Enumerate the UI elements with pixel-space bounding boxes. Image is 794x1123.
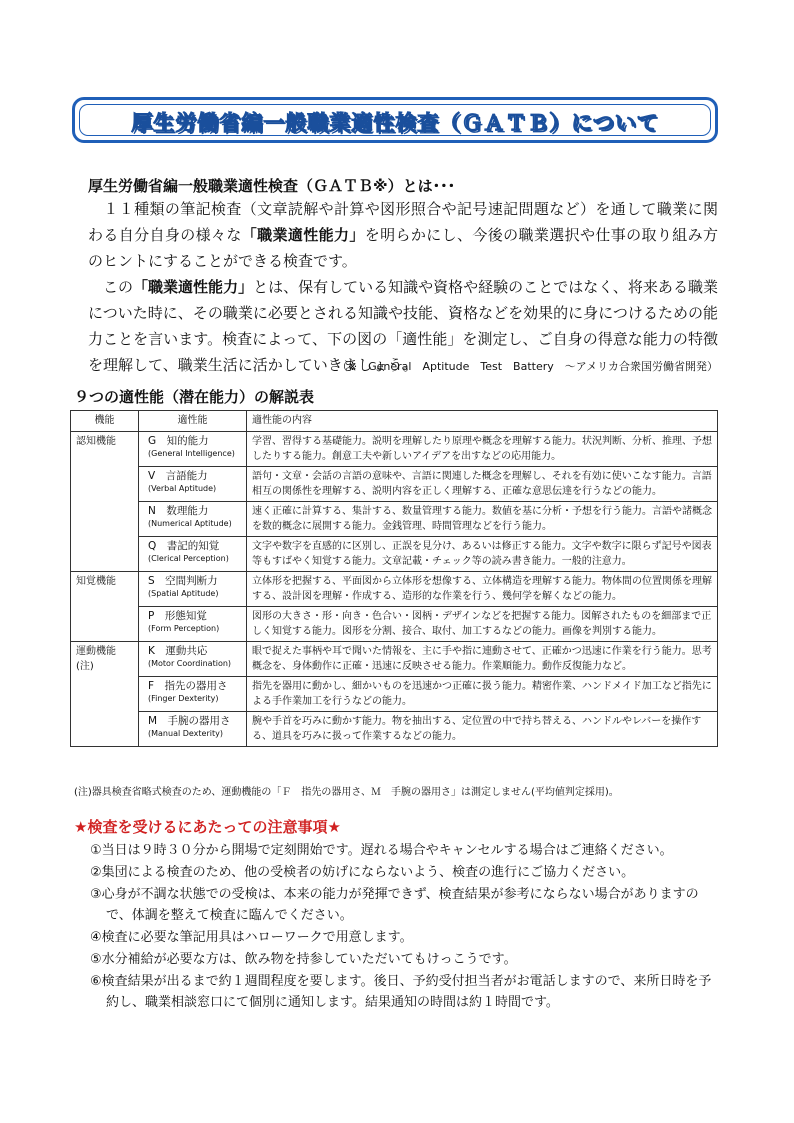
aptitude-name: N 数理能力 (148, 505, 209, 517)
table-row (71, 537, 718, 572)
title-banner (72, 97, 718, 143)
aptitude-description: 指先を器用に動かし、細かいものを迅速かつ正確に扱う能力。精密作業、ハンドメイド加工など指先による手作業加工を行うなどの能力。 (247, 677, 718, 712)
notes-heading: ★検査を受けるにあたっての注意事項★ (74, 818, 341, 836)
aptitude-name: V 言語能力 (148, 470, 208, 482)
header-function: 機能 (71, 411, 139, 432)
aptitude-name: P 形態知覚 (148, 610, 207, 622)
group-label-perceptual (71, 572, 139, 642)
table-row (71, 712, 718, 747)
aptitude-english: (Motor Coordination) (148, 659, 232, 668)
aptitude-description: 速く正確に計算する、集計する、数量管理する能力。数値を基に分析・予想を行う能力。言語や諸概念を数的概念に展開する能力。金銭管理、時間管理などを行う能力。 (247, 502, 718, 537)
aptitude-description: 図形の大きさ・形・向き・色合い・図柄・デザインなどを把握する能力。図解されたものを細部まで正しく知覚する能力。図形を分割、接合、取付、加工するなどの能力。画像を判別する能力。 (247, 607, 718, 642)
aptitude-cell (139, 467, 247, 502)
aptitude-cell (139, 677, 247, 712)
intro-p2-emphasis: 「職業適性能力」 (133, 278, 254, 296)
header-aptitude: 適性能 (139, 411, 247, 432)
aptitude-english: (Numerical Aptitude) (148, 519, 232, 528)
intro-p2-text-a: この (103, 278, 134, 296)
table-body (71, 432, 718, 747)
group-label-motor (71, 642, 139, 747)
aptitude-cell (139, 607, 247, 642)
group-label: 認知機能 (76, 436, 116, 447)
table-row (71, 432, 718, 467)
aptitude-cell (139, 432, 247, 467)
gatb-footnote: （※ General Aptitude Test Battery ～アメリカ合衆国労働省開発） (336, 360, 718, 373)
page-title: 厚生労働省編一般職業適性検査（ＧＡＴＢ）について (131, 111, 659, 135)
aptitude-english: (Verbal Aptitude) (148, 484, 217, 493)
list-item: ⑥検査結果が出るまで約１週間程度を要します。後日、予約受付担当者がお電話しますので、来所日時を予約し、職業相談窓口にて個別に通知します。結果通知の時間は約１時間です。 (90, 974, 712, 1010)
aptitude-english: (Finger Dexterity) (148, 694, 219, 703)
aptitude-name: K 運動共応 (148, 645, 208, 657)
group-label: 運動機能 (76, 646, 116, 657)
aptitude-name: G 知的能力 (148, 435, 209, 447)
table-row (71, 572, 718, 607)
intro-section (88, 176, 718, 378)
table-row (71, 467, 718, 502)
aptitude-description: 学習、習得する基礎能力。説明を理解したり原理や概念を理解する能力。状況判断、分析、推理、予想したりする能力。創意工夫や新しいアイデアを出すなどの応用能力。 (247, 432, 718, 467)
aptitude-english: (Form Perception) (148, 624, 220, 633)
aptitude-description: 立体形を把握する、平面図から立体形を想像する、立体構造を理解する能力。物体間の位置関係を理解する、設計図を理解・作成する、造形的な作業を行う、幾何学を解くなどの能力。 (247, 572, 718, 607)
aptitude-english: (Spatial Aptitude) (148, 589, 219, 598)
notes-list (90, 840, 720, 1014)
table-row (71, 642, 718, 677)
aptitude-cell (139, 537, 247, 572)
intro-p1-text-c: を明らかにし、今後の職業選択や仕事の取り組み方のヒントにすることができる検査です。 (88, 226, 718, 270)
aptitude-name: F 指先の器用さ (148, 680, 228, 692)
aptitude-cell (139, 712, 247, 747)
list-item: ②集団による検査のため、他の受検者の妨げにならないよう、検査の進行にご協力ください。 (90, 865, 635, 880)
list-item: ⑤水分補給が必要な方は、飲み物を持参していただいてもけっこうです。 (90, 952, 517, 967)
aptitude-description: 語句・文章・会話の言語の意味や、言語に関連した概念を理解し、それを有効に使いこなす能力。言語相互の関係性を理解する、説明内容を正しく理解する、正確な意思伝達を行うなどの能力。 (247, 467, 718, 502)
intro-p1-text-a: １１種類の筆記検査（文章読解や計算や図形照合や記号速記問題など）を通して職業に関わる自分自身の様々な (88, 200, 718, 244)
aptitude-cell (139, 502, 247, 537)
aptitude-name: M 手腕の器用さ (148, 715, 231, 727)
intro-p1-emphasis: 「職業適性能力」 (241, 226, 365, 244)
group-label: 知覚機能 (76, 576, 116, 587)
aptitude-description: 腕や手首を巧みに動かす能力。物を抽出する、定位置の中で持ち替える、ハンドルやレバーを操作する、道具を巧みに扱って作業するなどの能力。 (247, 712, 718, 747)
table-footnote: (注)器具検査省略式検査のため、運動機能の「Ｆ 指先の器用さ、Ｍ 手腕の器用さ」は測定しません(平均値判定採用)。 (74, 787, 619, 798)
aptitude-name: Q 書記的知覚 (148, 540, 220, 552)
table-row (71, 607, 718, 642)
group-label-cognitive (71, 432, 139, 572)
table-row (71, 677, 718, 712)
aptitude-description: 眼で捉えた事柄や耳で聞いた情報を、主に手や指に連動させて、正確かつ迅速に作業を行う能力。思考概念を、身体動作に正確・迅速に反映させる能力。作業順能力。動作反復能力など。 (247, 642, 718, 677)
aptitude-name: S 空間判断力 (148, 575, 218, 587)
aptitude-english: (Clerical Perception) (148, 554, 229, 563)
group-label-note: (注) (76, 661, 94, 672)
aptitude-english: (General Intelligence) (148, 449, 235, 458)
list-item: ④検査に必要な筆記用具はハローワークで用意します。 (90, 930, 413, 945)
aptitude-table (70, 410, 718, 747)
aptitude-english: (Manual Dexterity) (148, 729, 223, 738)
list-item: ①当日は９時３０分から開場で定刻開始です。遅れる場合やキャンセルする場合はご連絡ください。 (90, 843, 673, 858)
intro-p2-text-c: とは、保有している知識や資格や経験のことではなく、将来ある職業についた時に、その職業に必要とされる知識や技能、資格などを効果的に身につけるための能力ことを言います。検査によって、下の図の「適性能」を測定し、ご自身の得意な能力の特徴を理解して、職業生活に活かしていきましょう。 (88, 278, 718, 374)
intro-heading: 厚生労働省編一般職業適性検査（ＧＡＴＢ※）とは･･･ (88, 177, 456, 195)
table-row (71, 502, 718, 537)
header-description: 適性能の内容 (247, 411, 718, 432)
list-item: ③心身が不調な状態での受検は、本来の能力が発揮できず、検査結果が参考にならない場合がありますので、体調を整えて検査に臨んでください。 (90, 887, 699, 923)
aptitude-cell (139, 642, 247, 677)
aptitude-description: 文字や数字を直感的に区別し、正誤を見分け、あるいは修正する能力。文字や数字に限らず記号や図表等もすばやく知覚する能力。文章記載・チェック等の読み書き能力。一般的注意力。 (247, 537, 718, 572)
table-header-row (71, 411, 718, 432)
table-heading: ９つの適性能（潜在能力）の解説表 (74, 388, 315, 406)
aptitude-cell (139, 572, 247, 607)
intro-paragraph-1 (88, 196, 718, 274)
